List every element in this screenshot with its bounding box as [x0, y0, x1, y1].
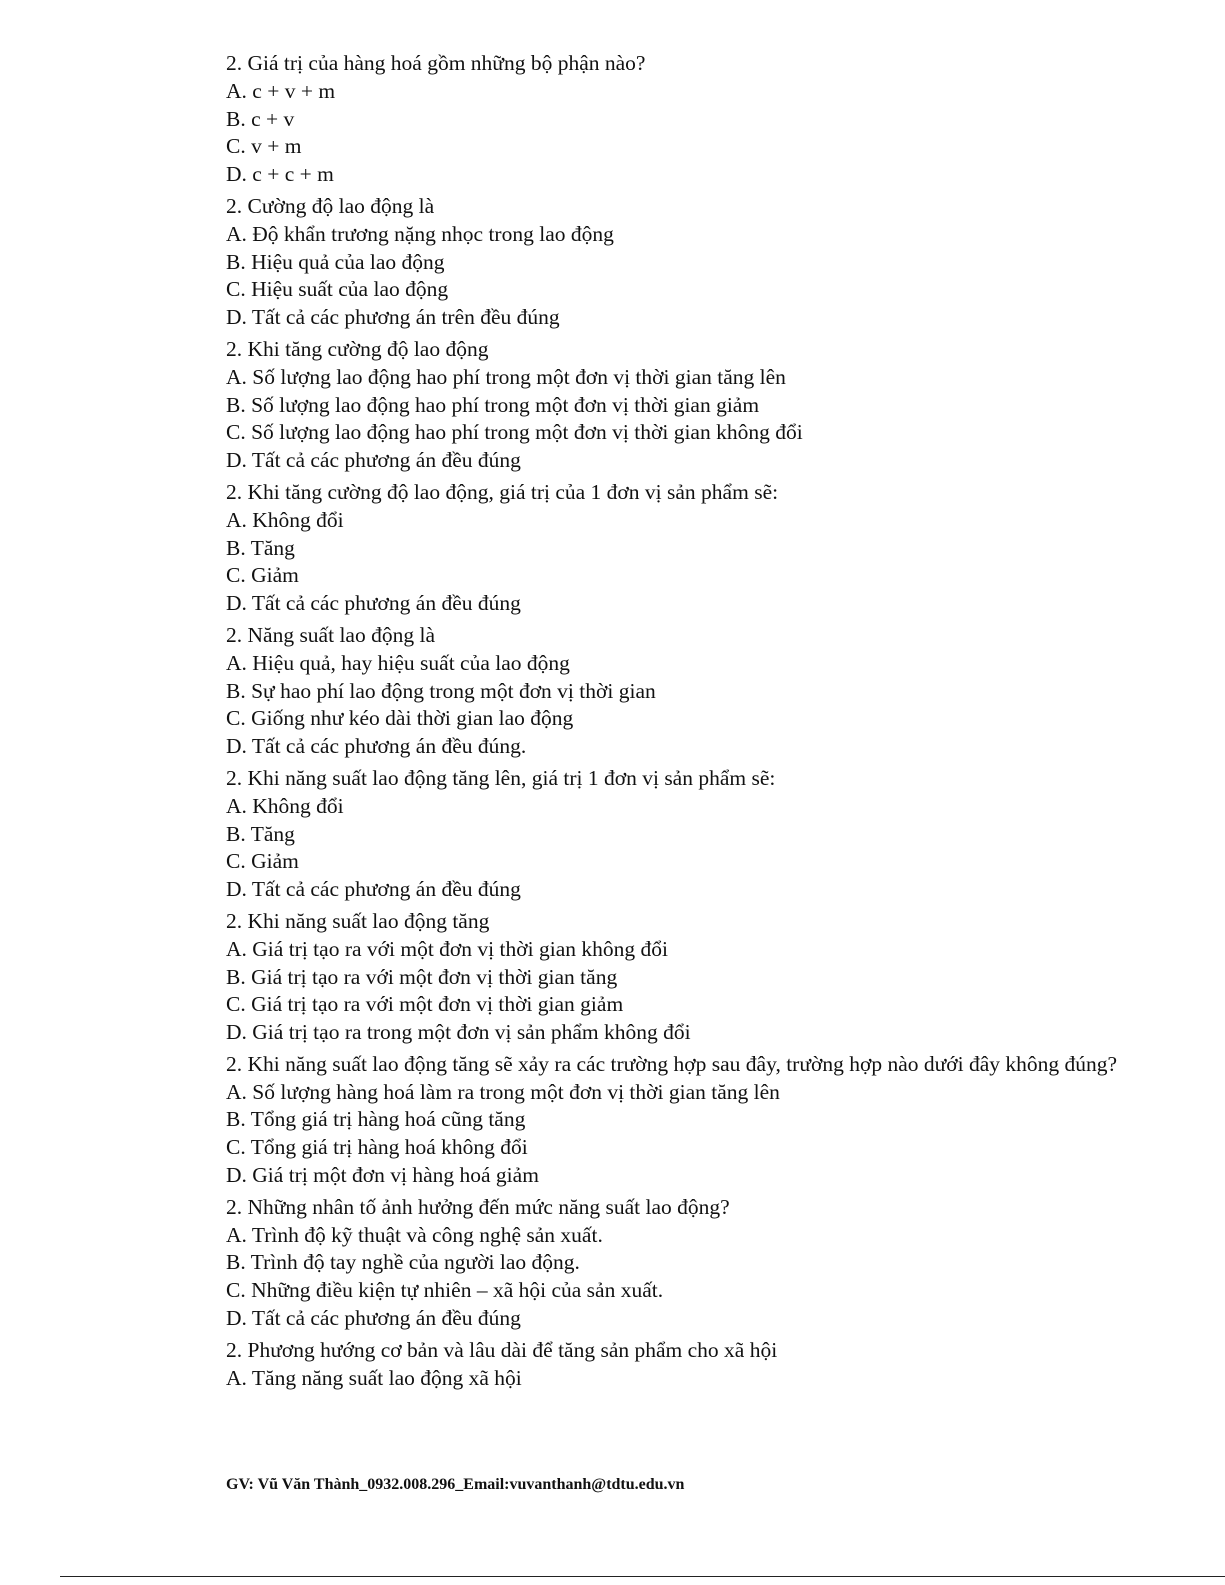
question-block-7 — [226, 908, 1136, 1047]
question-text: 2. Khi năng suất lao động tăng sẽ xảy ra các trường hợp sau đây, trường hợp nào dưới đây không đúng? — [226, 1051, 1118, 1076]
answer-option: C. Tổng giá trị hàng hoá không đổi — [226, 1135, 528, 1160]
answer-option: B. Trình độ tay nghề của người lao động. — [226, 1250, 580, 1275]
answer-option: B. Tăng — [226, 821, 295, 846]
question-text: 2. Khi năng suất lao động tăng — [226, 908, 490, 933]
answer-option: D. Tất cả các phương án đều đúng — [226, 1306, 521, 1331]
answer-option: A. c + v + m — [226, 78, 336, 103]
answer-option: B. Sự hao phí lao động trong một đơn vị thời gian — [226, 678, 656, 703]
answer-option: D. Giá trị một đơn vị hàng hoá giảm — [226, 1163, 539, 1188]
answer-option: A. Không đổi — [226, 793, 344, 818]
answer-option: A. Không đổi — [226, 507, 344, 532]
answer-option: B. Tăng — [226, 535, 295, 560]
answer-option: A. Tăng năng suất lao động xã hội — [226, 1365, 522, 1390]
question-block-5 — [226, 622, 1136, 761]
question-block-10 — [226, 1337, 1136, 1393]
answer-option: D. Tất cả các phương án đều đúng — [226, 448, 521, 473]
answer-option: C. Giống như kéo dài thời gian lao động — [226, 706, 574, 731]
question-text: 2. Khi năng suất lao động tăng lên, giá trị 1 đơn vị sản phẩm sẽ: — [226, 765, 776, 790]
question-block-8 — [226, 1051, 1136, 1190]
answer-option: C. Những điều kiện tự nhiên – xã hội của sản xuất. — [226, 1278, 664, 1303]
question-text: 2. Năng suất lao động là — [226, 622, 435, 647]
page-bottom-divider — [60, 1576, 1225, 1577]
answer-option: D. Tất cả các phương án đều đúng — [226, 877, 521, 902]
question-text: 2. Khi tăng cường độ lao động, giá trị của 1 đơn vị sản phẩm sẽ: — [226, 479, 779, 504]
answer-option: A. Giá trị tạo ra với một đơn vị thời gian không đổi — [226, 936, 668, 961]
question-text: 2. Khi tăng cường độ lao động — [226, 336, 489, 361]
answer-option: D. Tất cả các phương án trên đều đúng — [226, 305, 560, 330]
answer-option: A. Số lượng hàng hoá làm ra trong một đơn vị thời gian tăng lên — [226, 1079, 780, 1104]
question-block-1 — [226, 50, 1136, 189]
answer-option: B. Hiệu quả của lao động — [226, 249, 445, 274]
answer-option: D. Giá trị tạo ra trong một đơn vị sản phẩm không đổi — [226, 1020, 691, 1045]
document-body — [226, 50, 1136, 1396]
answer-option: C. Số lượng lao động hao phí trong một đơn vị thời gian không đổi — [226, 420, 803, 445]
answer-option: A. Trình độ kỹ thuật và công nghệ sản xuất. — [226, 1222, 603, 1247]
answer-option: B. Số lượng lao động hao phí trong một đơn vị thời gian giảm — [226, 392, 760, 417]
question-text: 2. Phương hướng cơ bản và lâu dài để tăng sản phẩm cho xã hội — [226, 1337, 778, 1362]
answer-option: C. v + m — [226, 134, 302, 159]
question-block-9 — [226, 1194, 1136, 1333]
answer-option: B. c + v — [226, 106, 295, 131]
answer-option: D. Tất cả các phương án đều đúng. — [226, 734, 527, 759]
answer-option: B. Tổng giá trị hàng hoá cũng tăng — [226, 1107, 526, 1132]
question-block-2 — [226, 193, 1136, 332]
question-block-6 — [226, 765, 1136, 904]
answer-option: C. Giảm — [226, 849, 299, 874]
answer-option: C. Hiệu suất của lao động — [226, 277, 449, 302]
answer-option: C. Giá trị tạo ra với một đơn vị thời gian giảm — [226, 992, 624, 1017]
answer-option: A. Hiệu quả, hay hiệu suất của lao động — [226, 650, 570, 675]
answer-option: D. c + c + m — [226, 162, 334, 187]
answer-option: D. Tất cả các phương án đều đúng — [226, 591, 521, 616]
answer-option: A. Độ khẩn trương nặng nhọc trong lao động — [226, 221, 614, 246]
question-text: 2. Cường độ lao động là — [226, 193, 435, 218]
page-footer: GV: Vũ Văn Thành_0932.008.296_Email:vuvanthanh@tdtu.edu.vn — [226, 1476, 685, 1493]
question-block-4 — [226, 479, 1136, 618]
answer-option: A. Số lượng lao động hao phí trong một đơn vị thời gian tăng lên — [226, 364, 786, 389]
question-text: 2. Những nhân tố ảnh hưởng đến mức năng suất lao động? — [226, 1194, 730, 1219]
question-block-3 — [226, 336, 1136, 475]
question-text: 2. Giá trị của hàng hoá gồm những bộ phận nào? — [226, 51, 646, 75]
answer-option: B. Giá trị tạo ra với một đơn vị thời gian tăng — [226, 964, 618, 989]
answer-option: C. Giảm — [226, 563, 299, 588]
